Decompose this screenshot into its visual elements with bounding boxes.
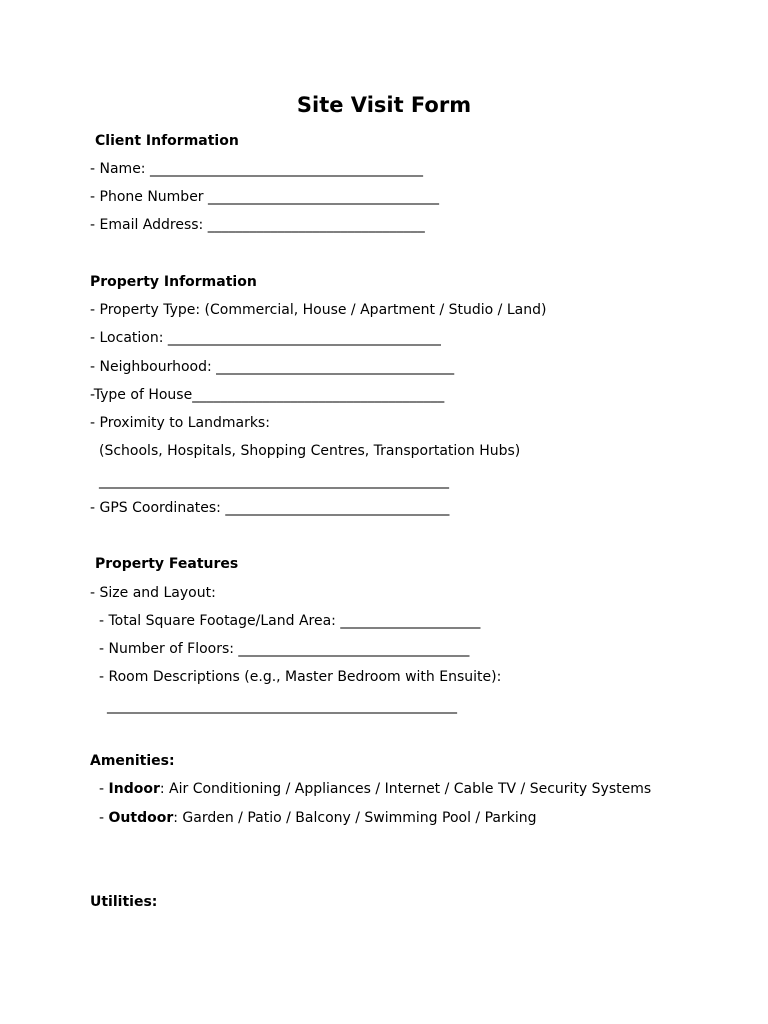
- property-type-field: - Property Type: (Commercial, House / Apartment / Studio / Land): [90, 302, 547, 318]
- client-information-heading: Client Information: [95, 133, 239, 149]
- gps-coordinates-field: - GPS Coordinates: ________________________________: [90, 500, 450, 516]
- amenities-heading: Amenities:: [90, 753, 175, 769]
- neighbourhood-field: - Neighbourhood: __________________________________: [90, 359, 455, 375]
- indoor-label: Indoor: [108, 781, 160, 797]
- amenities-outdoor-line: [99, 809, 537, 827]
- outdoor-prefix: -: [99, 810, 109, 826]
- indoor-prefix: -: [99, 781, 109, 797]
- square-footage-field: - Total Square Footage/Land Area: ____________________: [99, 613, 481, 629]
- property-information-heading: Property Information: [90, 274, 257, 290]
- page-title: Site Visit Form: [296, 93, 472, 117]
- client-name-field: - Name: _______________________________________: [90, 161, 423, 177]
- house-type-field: -Type of House____________________________________: [90, 387, 445, 403]
- landmarks-blank-line: __________________________________________________: [99, 473, 449, 489]
- outdoor-items: : Garden / Patio / Balcony / Swimming Pool / Parking: [173, 810, 537, 826]
- client-phone-field: - Phone Number _________________________________: [90, 189, 440, 205]
- size-layout-label: - Size and Layout:: [90, 585, 216, 601]
- property-features-heading: Property Features: [95, 556, 239, 572]
- proximity-landmarks-label: - Proximity to Landmarks:: [90, 415, 270, 431]
- client-email-field: - Email Address: _______________________________: [90, 217, 425, 233]
- room-descriptions-label: - Room Descriptions (e.g., Master Bedroom with Ensuite):: [99, 669, 502, 685]
- number-of-floors-field: - Number of Floors: _________________________________: [99, 641, 470, 657]
- utilities-heading: Utilities:: [90, 894, 158, 910]
- landmarks-examples: (Schools, Hospitals, Shopping Centres, Transportation Hubs): [99, 443, 521, 459]
- amenities-indoor-line: [99, 780, 651, 798]
- room-descriptions-blank-line: __________________________________________________: [107, 698, 457, 714]
- location-field: - Location: _______________________________________: [90, 330, 441, 346]
- indoor-items: : Air Conditioning / Appliances / Internet / Cable TV / Security Systems: [159, 781, 652, 797]
- outdoor-label: Outdoor: [108, 810, 174, 826]
